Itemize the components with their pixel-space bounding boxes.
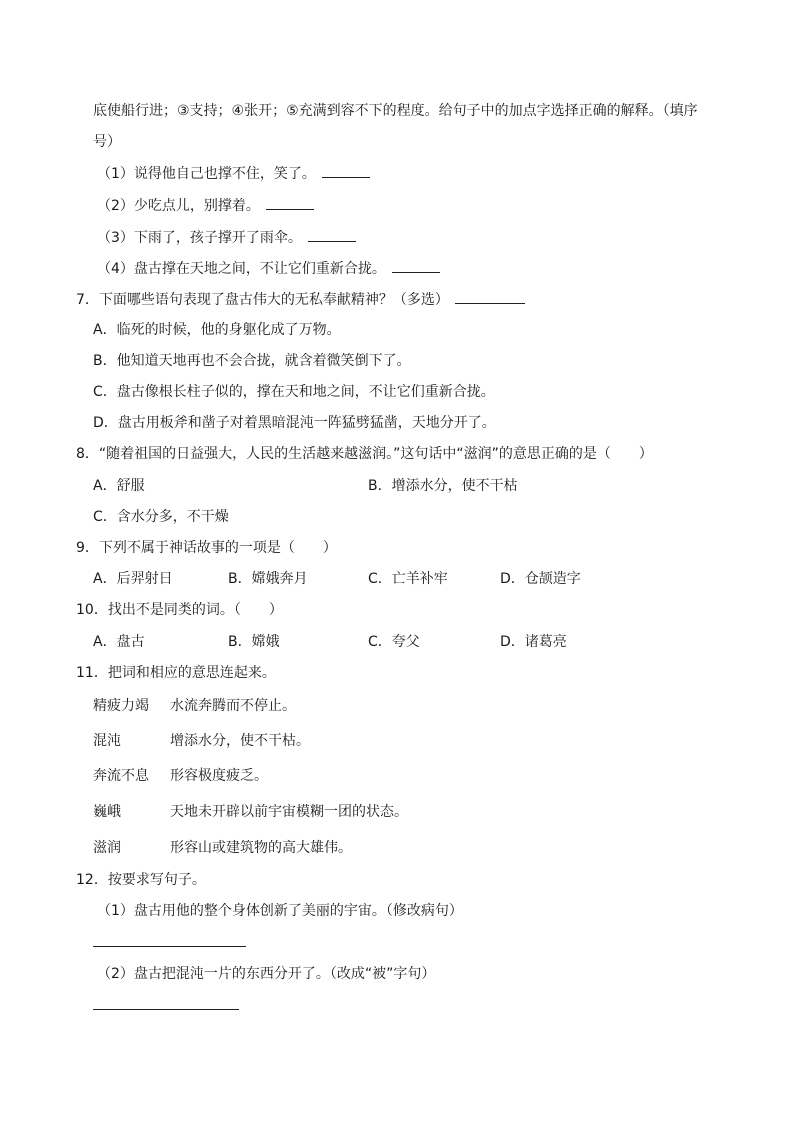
q6-item-4-text: （4）盘古撑在天地之间，不让它们重新合拢。 <box>97 261 386 277</box>
q8-option-a: A．舒服 <box>93 478 145 494</box>
q9-option-d: D．仓颉造字 <box>500 571 581 587</box>
q11-def-5[interactable]: 形容山或建筑物的高大雄伟。 <box>170 840 352 856</box>
q11-stem: 11．把词和相应的意思连起来。 <box>76 665 276 681</box>
q7-stem <box>76 289 525 310</box>
q6-item-1-text: （1）说得他自己也撑不住，笑了。 <box>97 166 316 182</box>
q6-item-2-blank[interactable] <box>266 195 314 210</box>
q7-option-a: A．临死的时候，他的身躯化成了万物。 <box>93 322 341 338</box>
q7-option-c: C．盘古像根长柱子似的，撑在天和地之间，不让它们重新合拢。 <box>93 384 495 400</box>
q8-stem: 8．“随着祖国的日益强大，人民的生活越来越滋润。”这句话中“滋润”的意思正确的是（ ） <box>76 446 653 462</box>
q9-option-b: B．嫦娥奔月 <box>228 571 308 587</box>
q11-def-3[interactable]: 形容极度疲乏。 <box>170 768 268 784</box>
q10-option-c: C．夸父 <box>368 634 420 650</box>
q12-item-2: （2）盘古把混沌一片的东西分开了。（改成“被”字句） <box>97 966 436 982</box>
q8-option-b: B．增添水分，使不干枯 <box>368 478 518 494</box>
q10-stem: 10．找出不是同类的词。（ ） <box>76 602 283 618</box>
q10-option-d: D．诸葛亮 <box>500 634 567 650</box>
q6-intro-line2: 号） <box>93 134 121 150</box>
q11-def-2[interactable]: 增添水分，使不干枯。 <box>170 733 310 749</box>
q11-def-1[interactable]: 水流奔腾而不停止。 <box>170 698 296 714</box>
q8-option-c: C．含水分多，不干燥 <box>93 509 229 525</box>
q7-stem-text: 7．下面哪些语句表现了盘古伟大的无私奉献精神？（多选） <box>76 292 449 308</box>
q6-intro-line1: 底使船行进；③支持；④张开；⑤充满到容不下的程度。给句子中的加点字选择正确的解释。（填序 <box>93 103 698 119</box>
q11-term-1[interactable]: 精疲力竭 <box>93 698 149 714</box>
q11-term-4[interactable]: 巍峨 <box>93 804 121 820</box>
q6-item-1-blank[interactable] <box>322 163 370 178</box>
q10-option-b: B．嫦娥 <box>228 634 280 650</box>
q12-item-2-answer-line[interactable] <box>93 1009 239 1010</box>
q6-item-2-text: （2）少吃点儿，别撑着。 <box>97 198 260 214</box>
q12-item-1: （1）盘古用他的整个身体创新了美丽的宇宙。（修改病句） <box>97 903 463 919</box>
q6-item-2 <box>97 195 314 216</box>
q11-term-3[interactable]: 奔流不息 <box>93 768 149 784</box>
q9-option-c: C．亡羊补牢 <box>368 571 448 587</box>
q10-option-a: A．盘古 <box>93 634 145 650</box>
q9-option-a: A．后羿射日 <box>93 571 173 587</box>
q7-option-d: D．盘古用板斧和凿子对着黑暗混沌一阵猛劈猛凿，天地分开了。 <box>93 415 496 431</box>
q6-item-3-text: （3）下雨了，孩子撑开了雨伞。 <box>97 230 302 246</box>
q6-item-1 <box>97 163 370 184</box>
q9-stem: 9．下列不属于神话故事的一项是（ ） <box>76 540 337 556</box>
q12-stem: 12．按要求写句子。 <box>76 872 206 888</box>
q11-term-5[interactable]: 滋润 <box>93 840 121 856</box>
q7-answer-blank[interactable] <box>455 289 525 304</box>
q6-item-4 <box>97 258 440 279</box>
q11-term-2[interactable]: 混沌 <box>93 733 121 749</box>
q7-option-b: B．他知道天地再也不会合拢，就含着微笑倒下了。 <box>93 353 411 369</box>
q6-item-4-blank[interactable] <box>392 258 440 273</box>
q12-item-1-answer-line[interactable] <box>93 946 246 947</box>
q6-item-3-blank[interactable] <box>308 227 356 242</box>
q6-item-3 <box>97 227 356 248</box>
q11-def-4[interactable]: 天地未开辟以前宇宙模糊一团的状态。 <box>170 804 408 820</box>
